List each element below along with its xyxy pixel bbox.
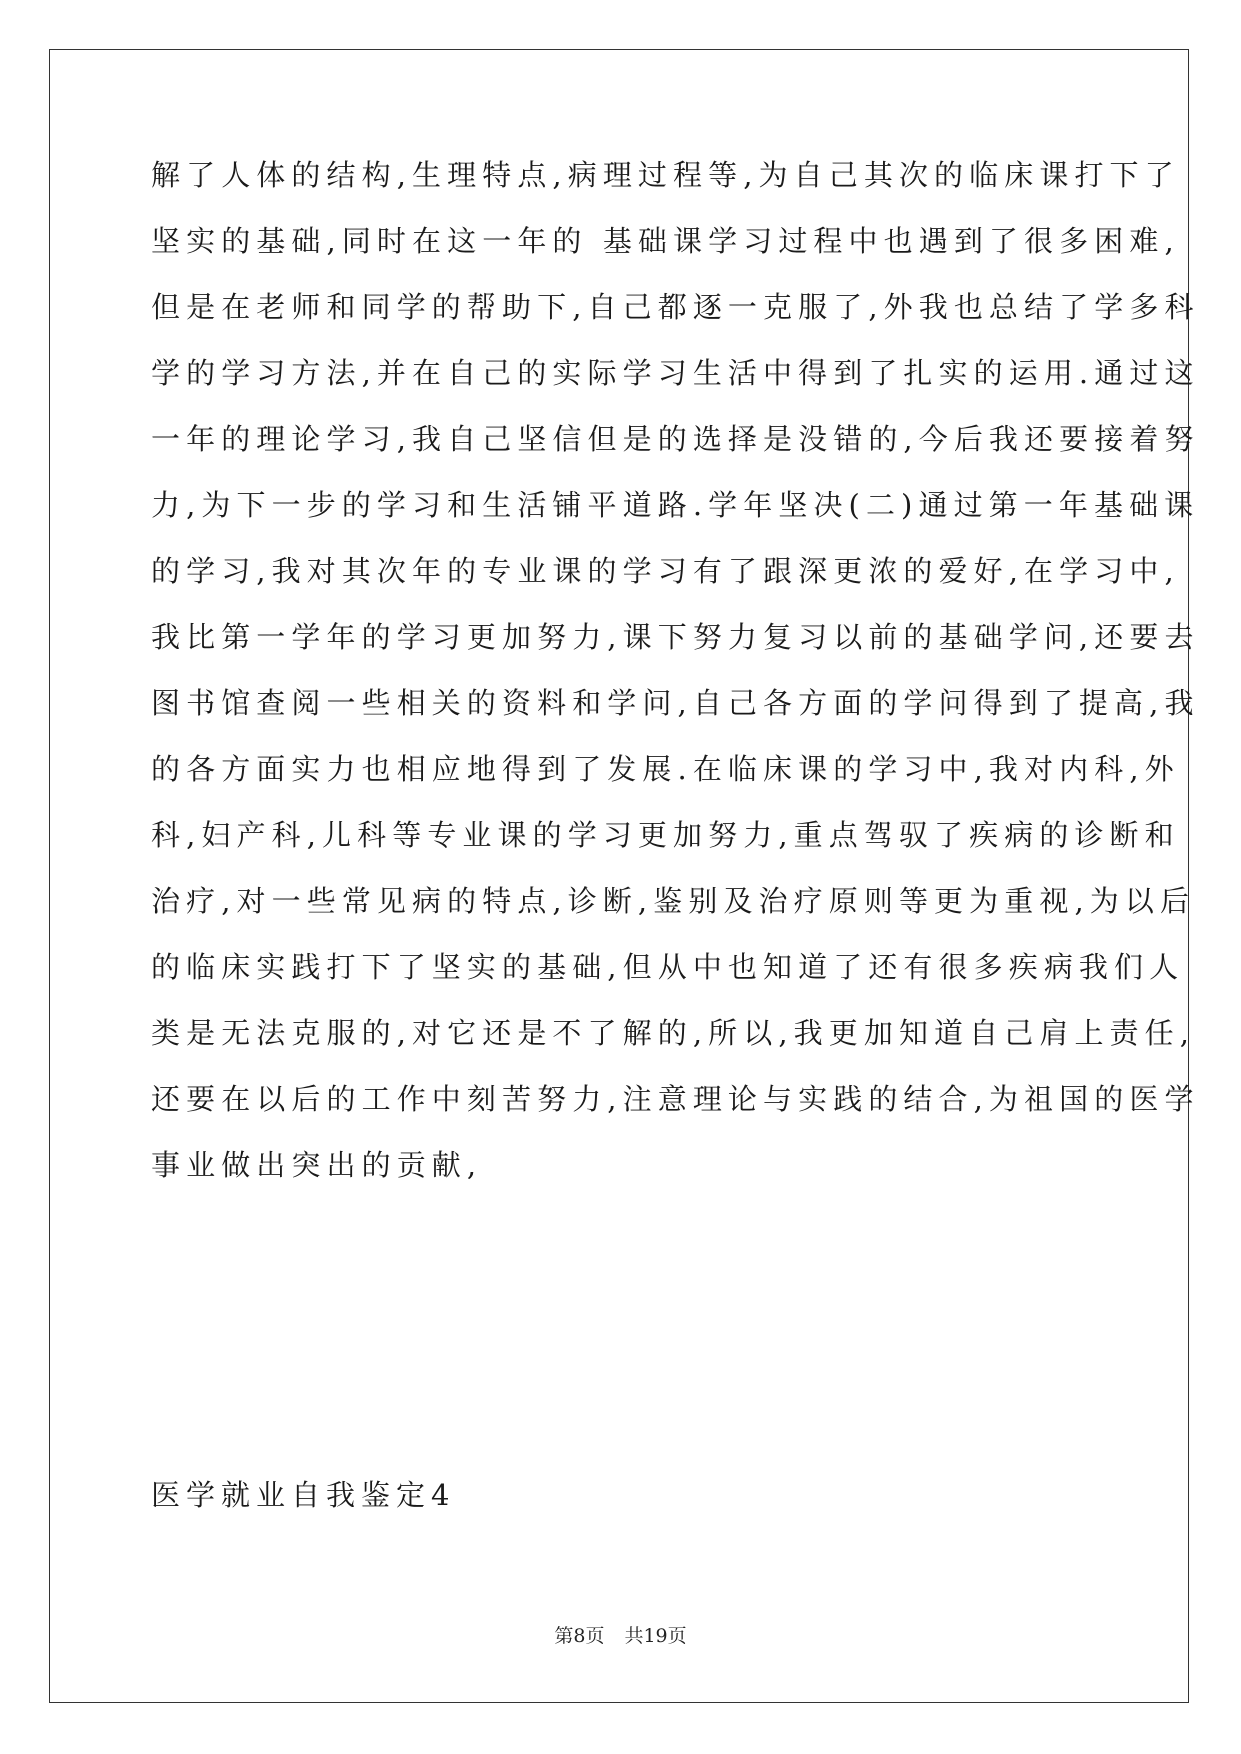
text-line: 类是无法克服的,对它还是不了解的,所以,我更加知道自己肩上责任,	[151, 1016, 1196, 1050]
page-footer	[0, 1624, 1241, 1648]
page-total: 共19页	[624, 1625, 687, 1647]
text-line: 图书馆查阅一些相关的资料和学问,自己各方面的学问得到了提高,我	[151, 686, 1200, 720]
text-line: 解了人体的结构,生理特点,病理过程等,为自己其次的临床课打下了	[151, 158, 1180, 192]
text-line: 我比第一学年的学习更加努力,课下努力复习以前的基础学问,还要去	[151, 620, 1200, 654]
section-heading: 医学就业自我鉴定4	[151, 1478, 456, 1512]
text-line: 的各方面实力也相应地得到了发展.在临床课的学习中,我对内科,外	[151, 752, 1180, 786]
text-line: 的临床实践打下了坚实的基础,但从中也知道了还有很多疾病我们人	[151, 950, 1185, 984]
body-paragraph	[151, 158, 1200, 1214]
text-line: 科,妇产科,儿科等专业课的学习更加努力,重点驾驭了疾病的诊断和	[151, 818, 1180, 852]
text-line: 还要在以后的工作中刻苦努力,注意理论与实践的结合,为祖国的医学	[151, 1082, 1200, 1116]
text-line: 学的学习方法,并在自己的实际学习生活中得到了扎实的运用.通过这	[151, 356, 1200, 390]
text-line: 的学习,我对其次年的专业课的学习有了跟深更浓的爱好,在学习中,	[151, 554, 1180, 588]
text-line: 坚实的基础,同时在这一年的 基础课学习过程中也遇到了很多困难,	[151, 224, 1180, 258]
text-line: 事业做出突出的贡献,	[151, 1148, 483, 1182]
text-line: 但是在老师和同学的帮助下,自己都逐一克服了,外我也总结了学多科	[151, 290, 1200, 324]
text-line: 力,为下一步的学习和生活铺平道路.学年坚决(二)通过第一年基础课	[151, 488, 1200, 522]
page-number: 第8页	[554, 1625, 605, 1647]
text-line: 一年的理论学习,我自己坚信但是的选择是没错的,今后我还要接着努	[151, 422, 1200, 456]
text-line: 治疗,对一些常见病的特点,诊断,鉴别及治疗原则等更为重视,为以后	[151, 884, 1196, 918]
